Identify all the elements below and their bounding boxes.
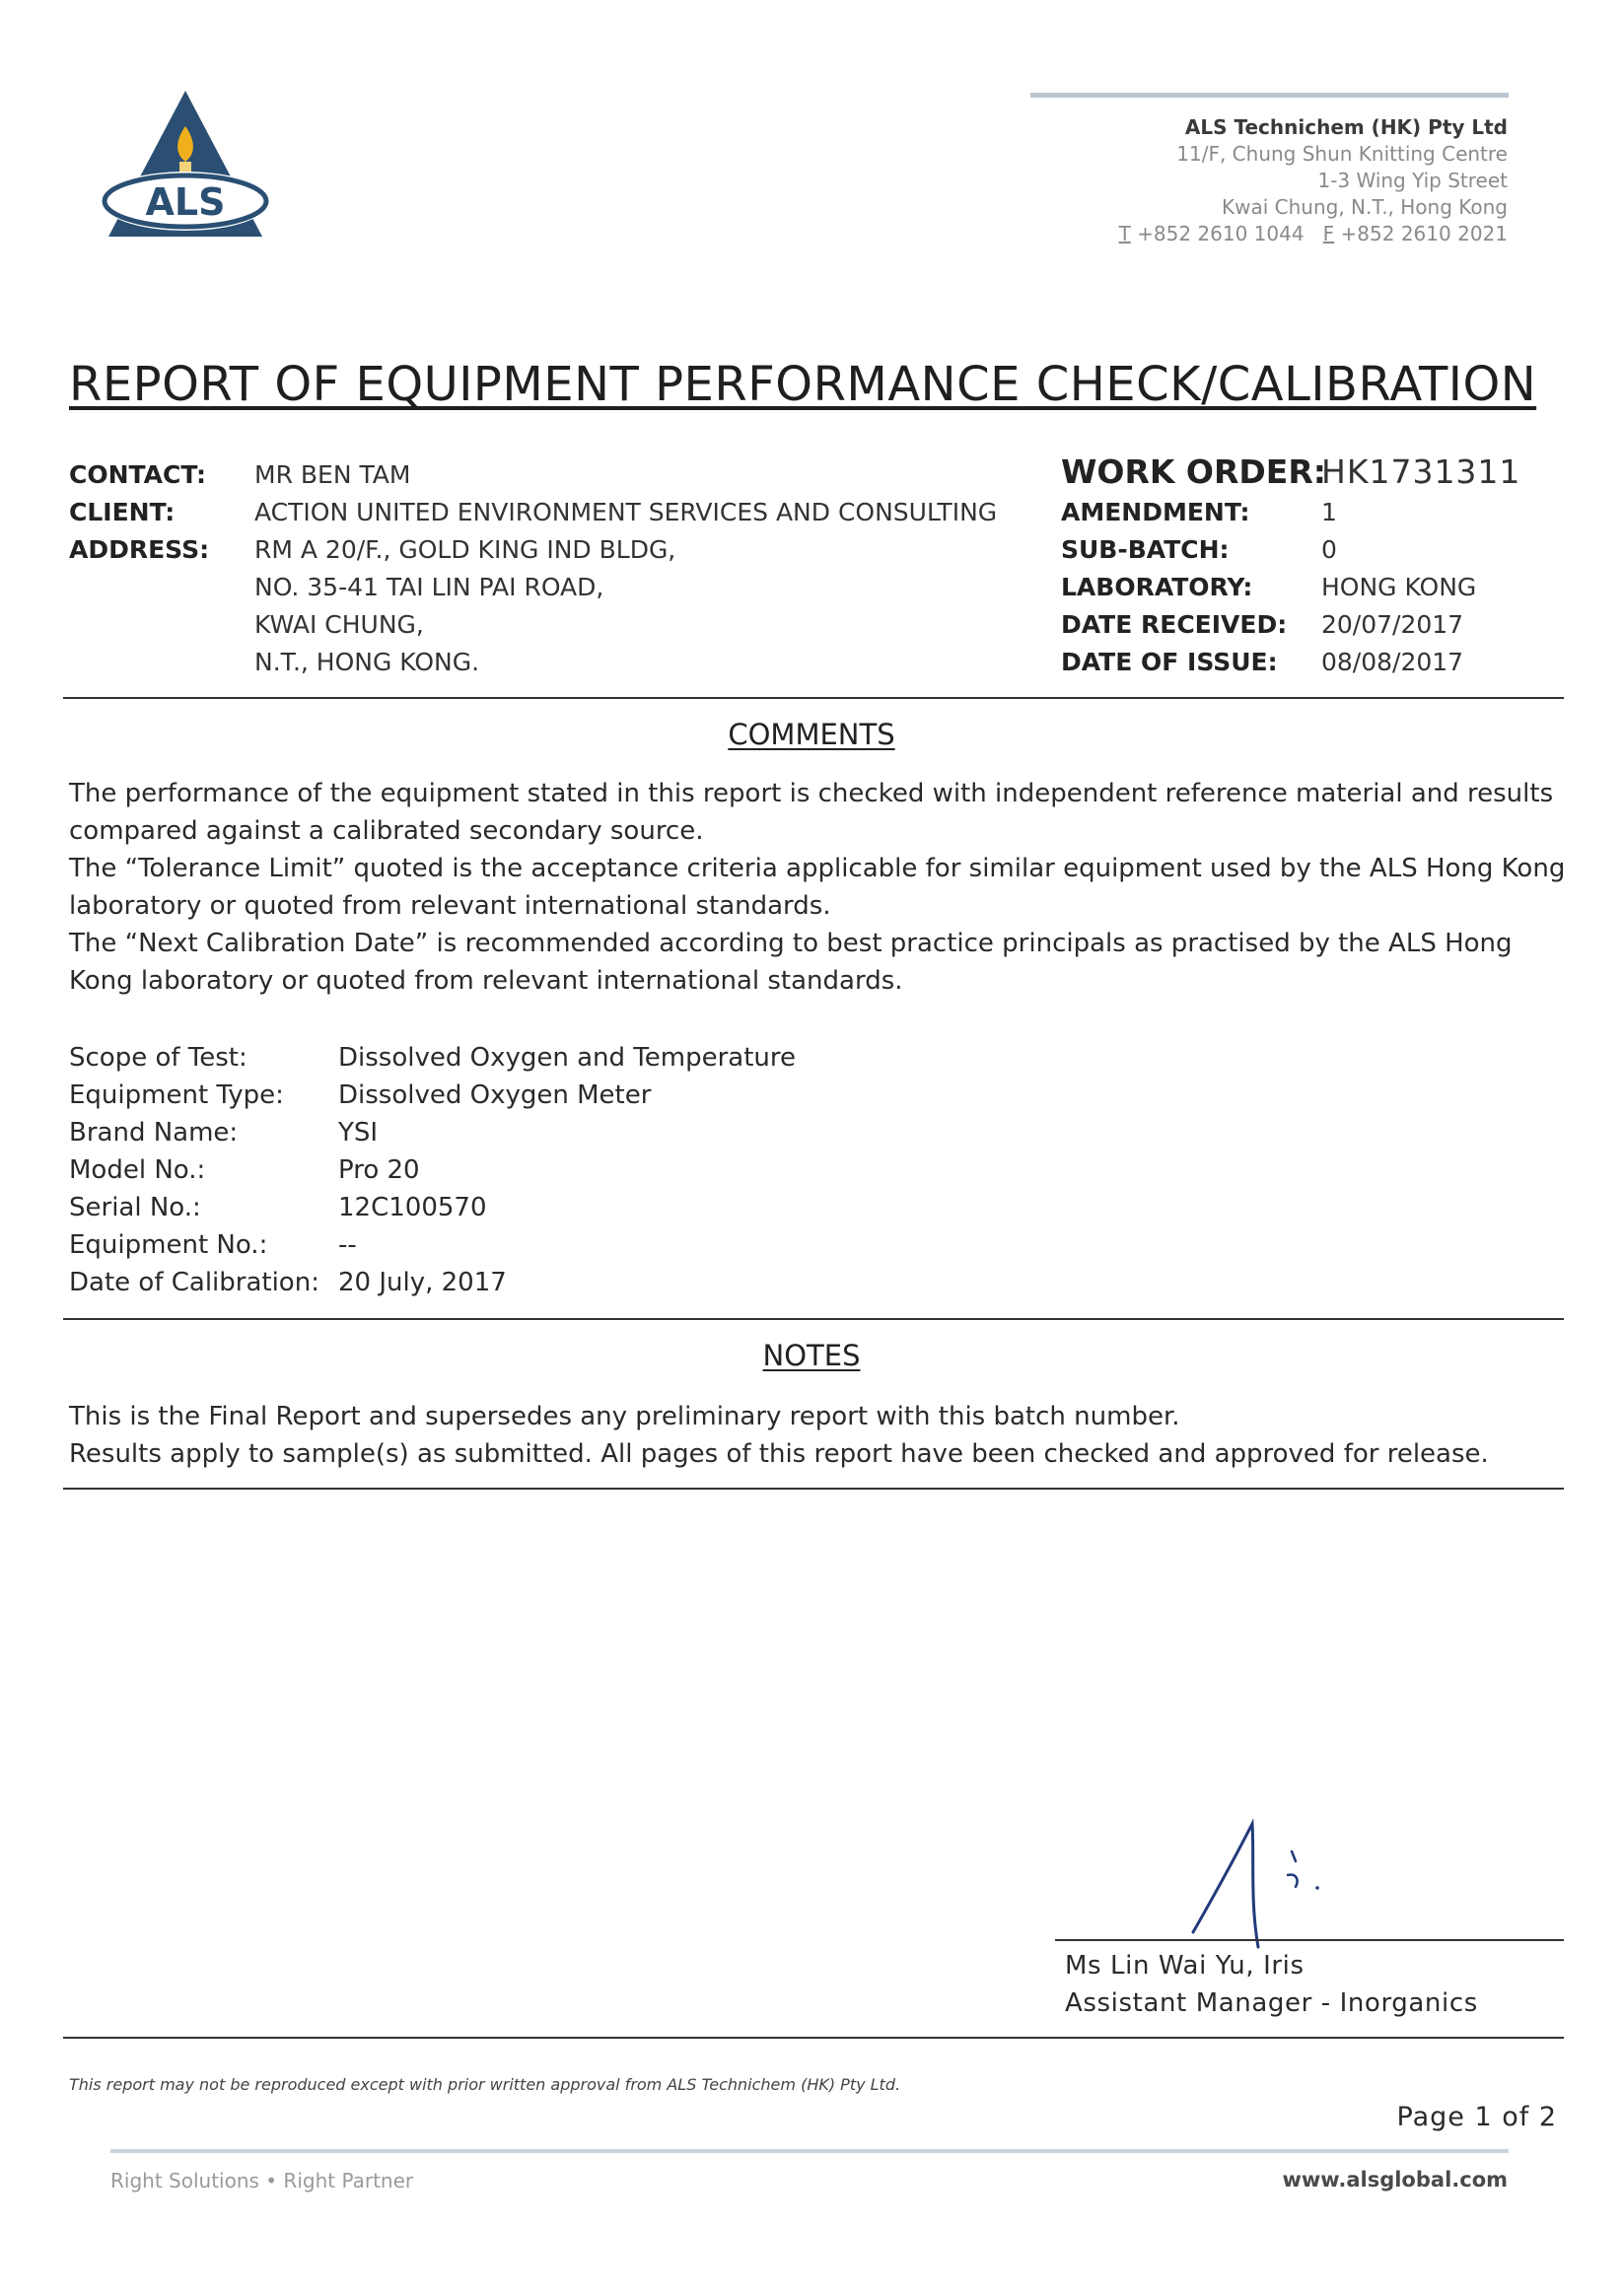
divider [63, 2037, 1564, 2039]
comment-paragraph: The performance of the equipment stated in this report is checked with independent reference material and results compared against a calibrated secondary source. [69, 779, 1554, 846]
divider [63, 1488, 1564, 1490]
fax-prefix: F [1322, 222, 1335, 245]
als-logo-icon [97, 89, 274, 246]
date-of-issue-label: DATE OF ISSUE: [1061, 648, 1278, 676]
address-line: RM A 20/F., GOLD KING IND BLDG, [254, 535, 676, 564]
company-phone-fax [1119, 221, 1508, 247]
scope-value: 12C100570 [338, 1193, 487, 1222]
date-received-value: 20/07/2017 [1321, 610, 1464, 639]
date-of-issue-value: 08/08/2017 [1321, 648, 1464, 676]
scope-value: -- [338, 1230, 357, 1260]
contact-value: MR BEN TAM [254, 460, 411, 489]
company-address-line: 11/F, Chung Shun Knitting Centre [1176, 142, 1508, 166]
work-order-label: WORK ORDER: [1061, 452, 1326, 491]
amendment-label: AMENDMENT: [1061, 498, 1250, 526]
laboratory-label: LABORATORY: [1061, 573, 1253, 601]
divider [63, 1318, 1564, 1320]
notes-heading: NOTES [762, 1339, 861, 1372]
company-address-line: 1-3 Wing Yip Street [1317, 169, 1508, 192]
sub-batch-label: SUB-BATCH: [1061, 535, 1230, 564]
note-line: Results apply to sample(s) as submitted. All pages of this report have been checked and approved for release. [69, 1439, 1489, 1469]
company-name: ALS Technichem (HK) Pty Ltd [1184, 115, 1508, 139]
divider [63, 697, 1564, 699]
signature-rule [1055, 1939, 1564, 1941]
comments-body [69, 775, 1568, 1000]
work-order-value: HK1731311 [1321, 452, 1521, 491]
scope-label: Scope of Test: [69, 1043, 247, 1073]
footer-rule [110, 2149, 1509, 2153]
header-rule [1030, 93, 1509, 98]
comment-paragraph: The “Tolerance Limit” quoted is the acceptance criteria applicable for similar equipment used by the ALS Hong Kong laboratory or quoted from relevant international standards. [69, 854, 1566, 921]
scope-value: Pro 20 [338, 1155, 420, 1185]
scope-label: Equipment Type: [69, 1080, 284, 1110]
scope-label: Date of Calibration: [69, 1268, 319, 1297]
report-title: REPORT OF EQUIPMENT PERFORMANCE CHECK/CALIBRATION [69, 357, 1537, 412]
note-line: This is the Final Report and supersedes any preliminary report with this batch number. [69, 1402, 1180, 1431]
address-line: KWAI CHUNG, [254, 610, 424, 639]
comment-paragraph: The “Next Calibration Date” is recommended according to best practice principals as practised by the ALS Hong Kong laboratory or quoted from relevant international standards. [69, 929, 1513, 996]
slogan: Right Solutions • Right Partner [110, 2169, 414, 2192]
signatory-name: Ms Lin Wai Yu, Iris [1065, 1951, 1305, 1981]
amendment-value: 1 [1321, 498, 1337, 526]
website-link[interactable]: www.alsglobal.com [1282, 2168, 1508, 2192]
address-label: ADDRESS: [69, 535, 210, 564]
scope-label: Equipment No.: [69, 1230, 268, 1260]
scope-label: Brand Name: [69, 1118, 239, 1148]
fax-number: +852 2610 2021 [1334, 222, 1508, 245]
comments-heading: COMMENTS [728, 718, 895, 751]
signature-mark [1183, 1804, 1361, 1962]
sub-batch-value: 0 [1321, 535, 1337, 564]
tel-prefix: T [1118, 222, 1131, 245]
address-line: NO. 35-41 TAI LIN PAI ROAD, [254, 573, 604, 601]
laboratory-value: HONG KONG [1321, 573, 1477, 601]
tel-number: +852 2610 1044 [1130, 222, 1305, 245]
company-block [1119, 114, 1508, 247]
logo-text: ALS [145, 180, 226, 224]
address-line: N.T., HONG KONG. [254, 648, 480, 676]
notes-body [69, 1398, 1568, 1473]
date-received-label: DATE RECEIVED: [1061, 610, 1288, 639]
page-number: Page 1 of 2 [1396, 2102, 1557, 2132]
company-address-line: Kwai Chung, N.T., Hong Kong [1221, 195, 1508, 219]
scope-label: Model No.: [69, 1155, 206, 1185]
client-value: ACTION UNITED ENVIRONMENT SERVICES AND CONSULTING [254, 498, 998, 526]
client-label: CLIENT: [69, 498, 176, 526]
scope-value: Dissolved Oxygen and Temperature [338, 1043, 796, 1073]
scope-value: Dissolved Oxygen Meter [338, 1080, 652, 1110]
scope-value: YSI [338, 1118, 379, 1148]
contact-label: CONTACT: [69, 460, 207, 489]
scope-label: Serial No.: [69, 1193, 201, 1222]
scope-value: 20 July, 2017 [338, 1268, 507, 1297]
disclaimer: This report may not be reproduced except with prior written approval from ALS Technichem (HK) Pty Ltd. [69, 2075, 901, 2094]
signatory-position: Assistant Manager - Inorganics [1065, 1988, 1478, 2018]
